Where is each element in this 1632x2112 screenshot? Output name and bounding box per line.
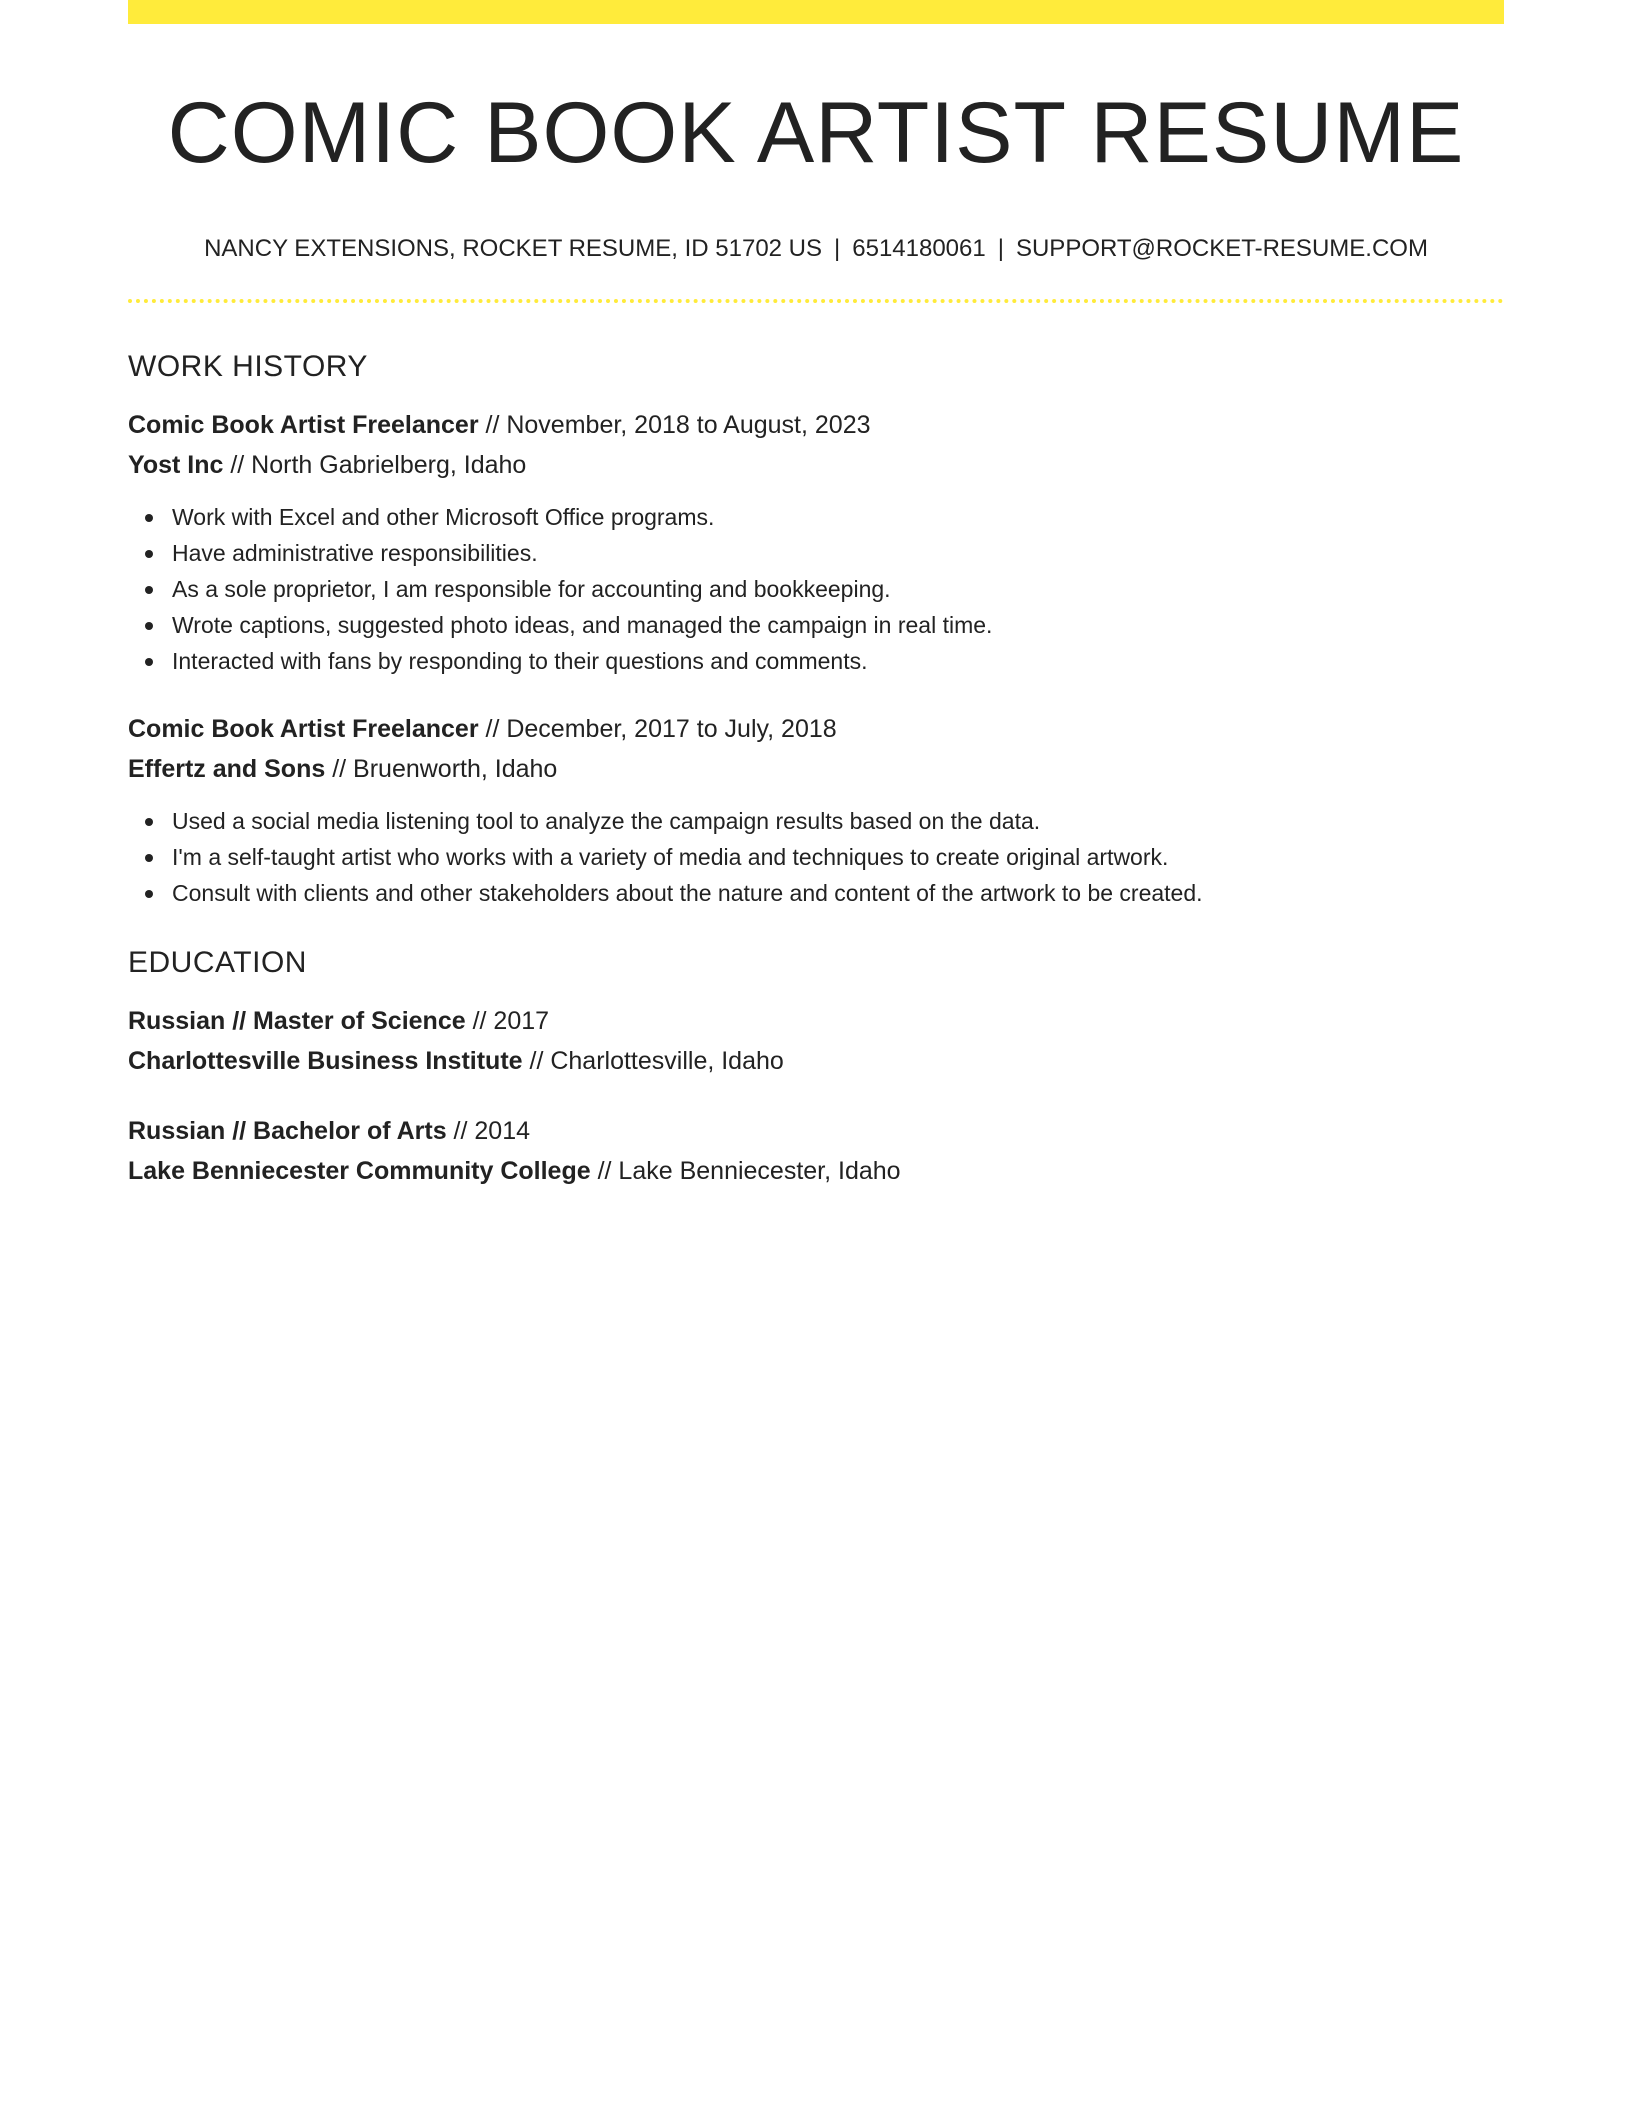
- job-title-line: [128, 405, 1504, 445]
- job-duty: Have administrative responsibilities.: [172, 535, 1504, 571]
- job-duties-list: [128, 499, 1504, 679]
- school-name: Lake Benniecester Community College: [128, 1157, 591, 1186]
- job-company: Yost Inc: [128, 451, 224, 480]
- job-location: // Bruenworth, Idaho: [332, 755, 558, 784]
- job-company-line: [128, 445, 1504, 485]
- contact-email: SUPPORT@ROCKET-RESUME.COM: [1015, 234, 1428, 262]
- job-title-line: [128, 709, 1504, 749]
- job-duty: Interacted with fans by responding to their questions and comments.: [172, 643, 1504, 679]
- job-duties-list: [128, 803, 1504, 911]
- job-title: Comic Book Artist Freelancer: [128, 715, 479, 744]
- degree-name: Russian // Master of Science: [128, 1007, 466, 1036]
- contact-line: [128, 235, 1504, 264]
- contact-phone: 6514180061: [852, 234, 986, 262]
- school-name: Charlottesville Business Institute: [128, 1047, 523, 1076]
- contact-address: NANCY EXTENSIONS, ROCKET RESUME, ID 51702 US: [204, 234, 823, 262]
- job-duty: I'm a self-taught artist who works with a variety of media and techniques to create original artwork.: [172, 839, 1504, 875]
- school-line: [128, 1041, 1504, 1081]
- school-line: [128, 1151, 1504, 1191]
- contact-separator: |: [834, 234, 841, 262]
- job-entry: [128, 709, 1504, 911]
- work-history-heading: WORK HISTORY: [128, 350, 368, 384]
- education-entry: [128, 1001, 1504, 1081]
- job-dates: // December, 2017 to July, 2018: [485, 715, 837, 744]
- school-location: // Charlottesville, Idaho: [529, 1047, 784, 1076]
- degree-line: [128, 1111, 1504, 1151]
- resume-page: [128, 0, 1504, 1191]
- job-duty: Wrote captions, suggested photo ideas, and managed the campaign in real time.: [172, 607, 1504, 643]
- job-title: Comic Book Artist Freelancer: [128, 411, 479, 440]
- school-location: // Lake Benniecester, Idaho: [597, 1157, 901, 1186]
- job-duty: As a sole proprietor, I am responsible for accounting and bookkeeping.: [172, 571, 1504, 607]
- degree-line: [128, 1001, 1504, 1041]
- contact-separator: |: [997, 234, 1004, 262]
- job-company: Effertz and Sons: [128, 755, 326, 784]
- education-entry: [128, 1111, 1504, 1191]
- degree-name: Russian // Bachelor of Arts: [128, 1117, 447, 1146]
- job-location: // North Gabrielberg, Idaho: [230, 451, 527, 480]
- job-company-line: [128, 749, 1504, 789]
- education-heading: EDUCATION: [128, 946, 307, 980]
- job-entry: [128, 405, 1504, 679]
- job-duty: Consult with clients and other stakeholders about the nature and content of the artwork to be created.: [172, 875, 1504, 911]
- job-dates: // November, 2018 to August, 2023: [485, 411, 871, 440]
- degree-year: // 2017: [472, 1007, 550, 1036]
- job-duty: Used a social media listening tool to analyze the campaign results based on the data.: [172, 803, 1504, 839]
- job-duty: Work with Excel and other Microsoft Office programs.: [172, 499, 1504, 535]
- accent-bar: [128, 0, 1504, 24]
- dotted-divider: [128, 299, 1504, 303]
- degree-year: // 2014: [453, 1117, 530, 1146]
- page-title: COMIC BOOK ARTIST RESUME: [167, 85, 1465, 181]
